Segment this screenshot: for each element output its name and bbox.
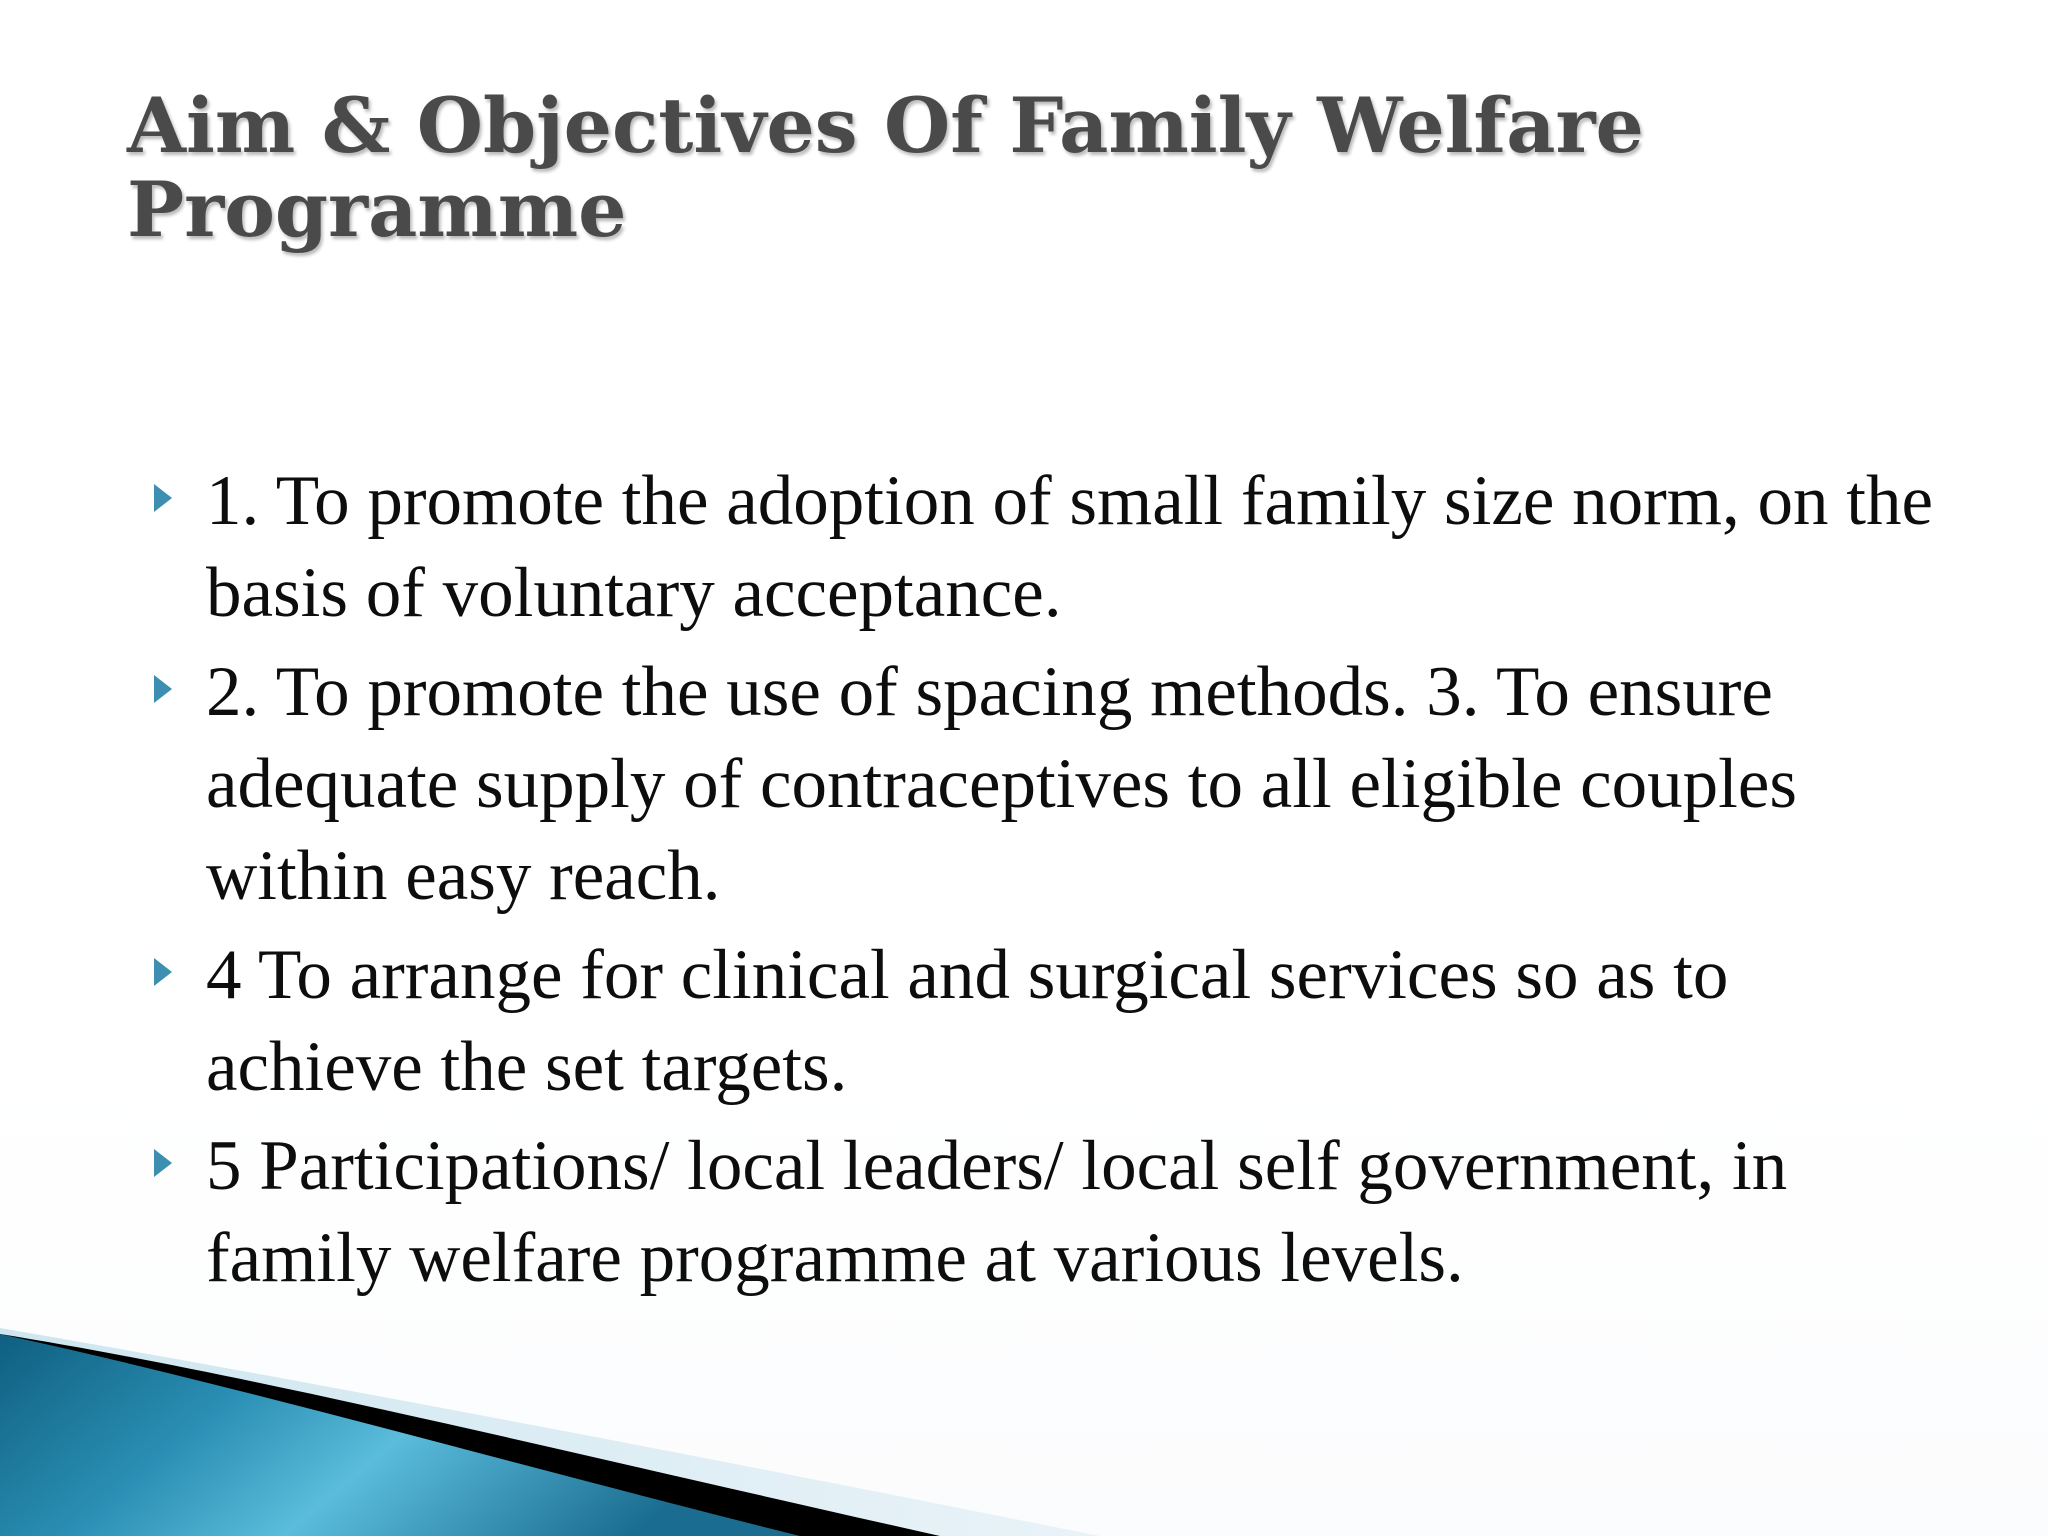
- bullet-text: 2. To promote the use of spacing methods. 3. To ensure adequate supply of contraceptives to all eligible couples within easy reach.: [206, 653, 1798, 915]
- triangle-right-icon: [154, 1149, 172, 1177]
- bullet-item: [150, 929, 1950, 1113]
- bullet-text: 5 Participations/ local leaders/ local self government, in family welfare programme at various levels.: [206, 1127, 1788, 1297]
- bullet-list: [150, 455, 1950, 1311]
- bullet-text: 1. To promote the adoption of small family size norm, on the basis of voluntary acceptance.: [206, 462, 1933, 632]
- bullet-text: 4 To arrange for clinical and surgical services so as to achieve the set targets.: [206, 936, 1729, 1106]
- bullet-item: [150, 455, 1950, 639]
- triangle-right-icon: [154, 958, 172, 986]
- corner-swoosh-decoration: [0, 1276, 1100, 1536]
- swoosh-blue-band: [0, 1334, 800, 1536]
- triangle-right-icon: [154, 675, 172, 703]
- triangle-right-icon: [154, 484, 172, 512]
- bullet-item: [150, 646, 1950, 922]
- slide-title: Aim & Objectives Of Family Welfare Programme: [127, 81, 1644, 254]
